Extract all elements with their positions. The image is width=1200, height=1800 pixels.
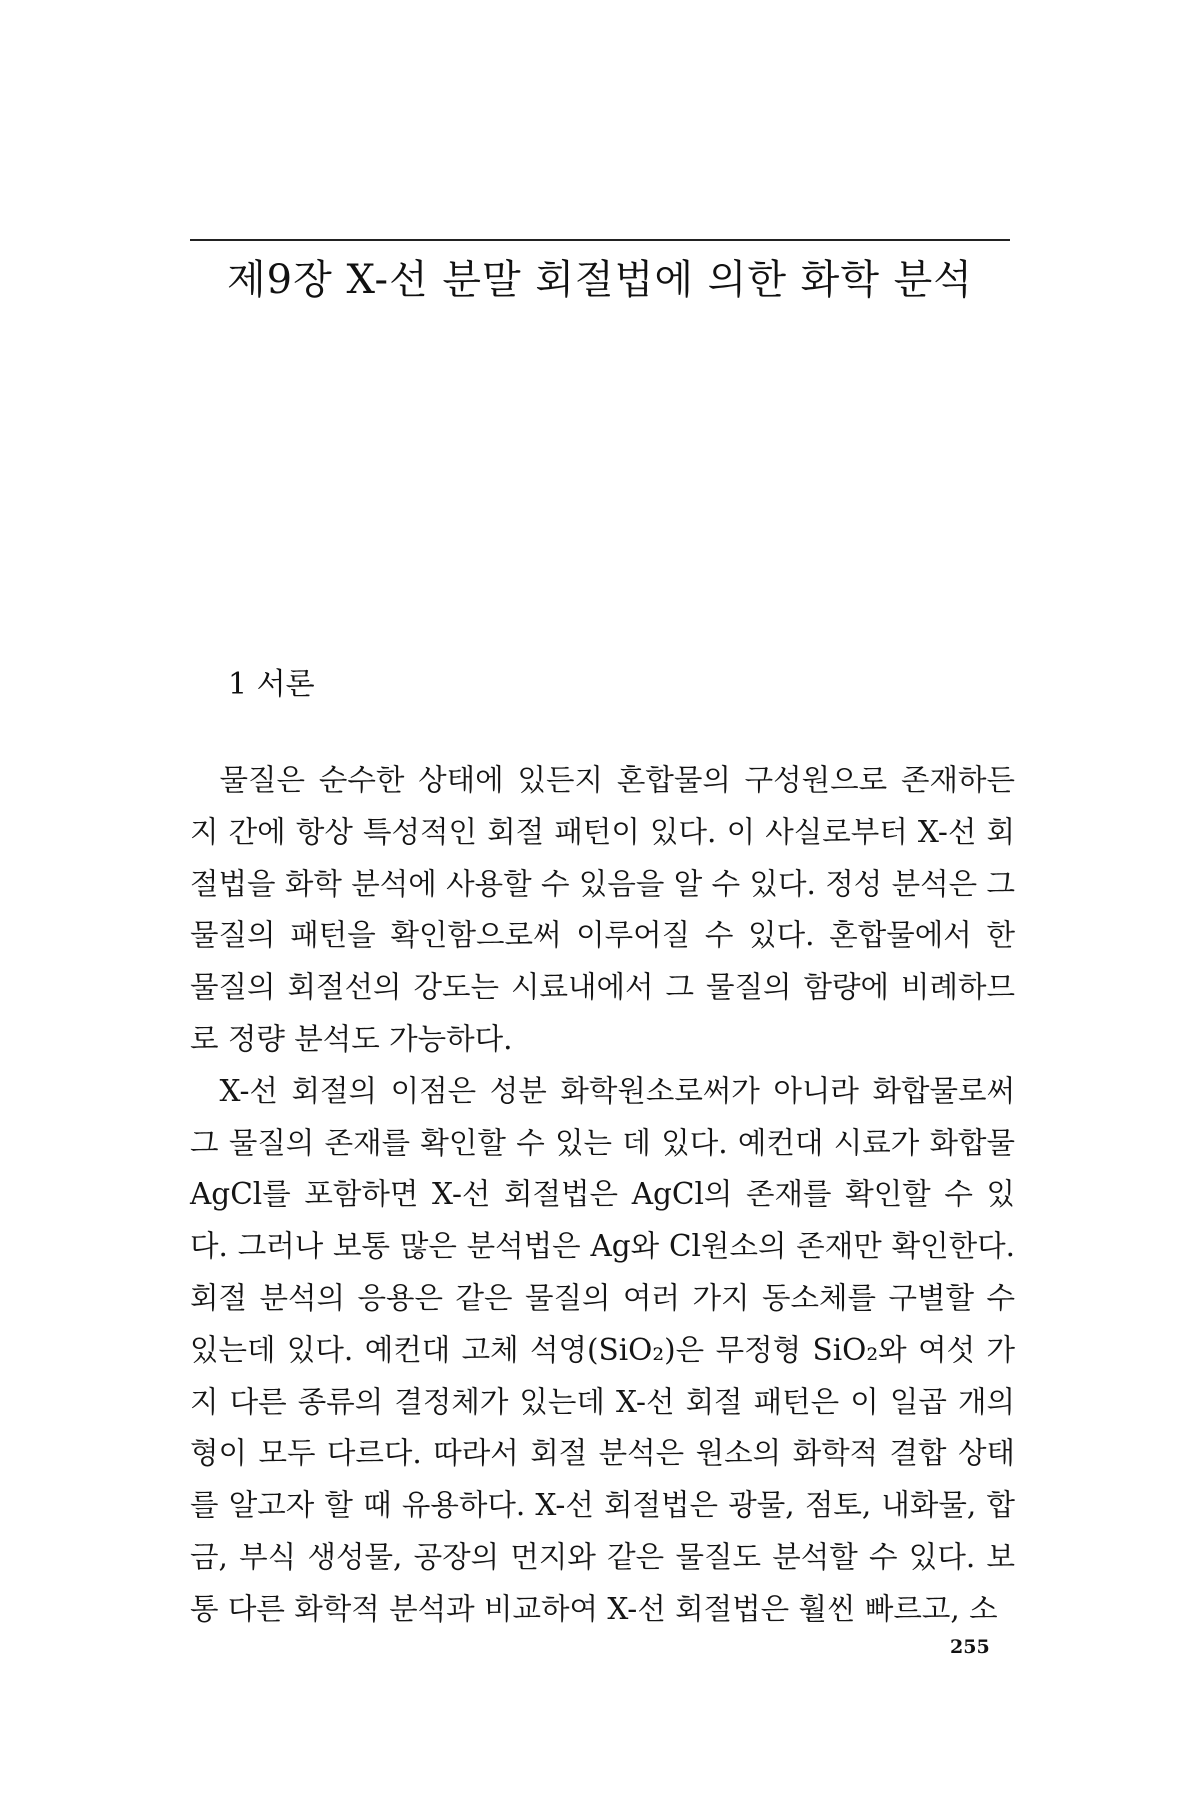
chapter-top-rule: [190, 239, 1010, 241]
page-number: 255: [950, 1636, 990, 1658]
chapter-title: 제9장 X-선 분말 회절법에 의한 화학 분석: [227, 257, 973, 303]
section-heading: 1 서론: [228, 667, 315, 702]
body-text: [190, 755, 1015, 1636]
paragraph-2: X-선 회절의 이점은 성분 화학원소로써가 아니라 화합물로써 그 물질의 존재를 확인할 수 있는 데 있다. 예컨대 시료가 화합물 AgCl를 포함하면 X-선 회절법은 AgCl의 존재를 확인할 수 있다. 그러나 보통 많은 분석법은 Ag와 Cl원소의 존재만 확인한다. 회절 분석의 응용은 같은 물질의 여러 가지 동소체를 구별할 수 있는데 있다. 예컨대 고체 석영(SiO₂)은 무정형 SiO₂와 여섯 가지 다른 종류의 결정체가 있는데 X-선 회절 패턴은 이 일곱 개의 형이 모두 다르다. 따라서 회절 분석은 원소의 화학적 결합 상태를 알고자 할 때 유용하다. X-선 회절법은 광물, 점토, 내화물, 합금, 부식 생성물, 공장의 먼지와 같은 물질도 분석할 수 있다. 보통 다른 화학적 분석과 비교하여 X-선 회절법은 훨씬 빠르고, 소: [190, 1073, 1015, 1626]
paragraph-1: 물질은 순수한 상태에 있든지 혼합물의 구성원으로 존재하든지 간에 항상 특성적인 회절 패턴이 있다. 이 사실로부터 X-선 회절법을 화학 분석에 사용할 수 있음을 알 수 있다. 정성 분석은 그 물질의 패턴을 확인함으로써 이루어질 수 있다. 혼합물에서 한 물질의 회절선의 강도는 시료내에서 그 물질의 함량에 비례하므로 정량 분석도 가능하다.: [190, 763, 1015, 1056]
